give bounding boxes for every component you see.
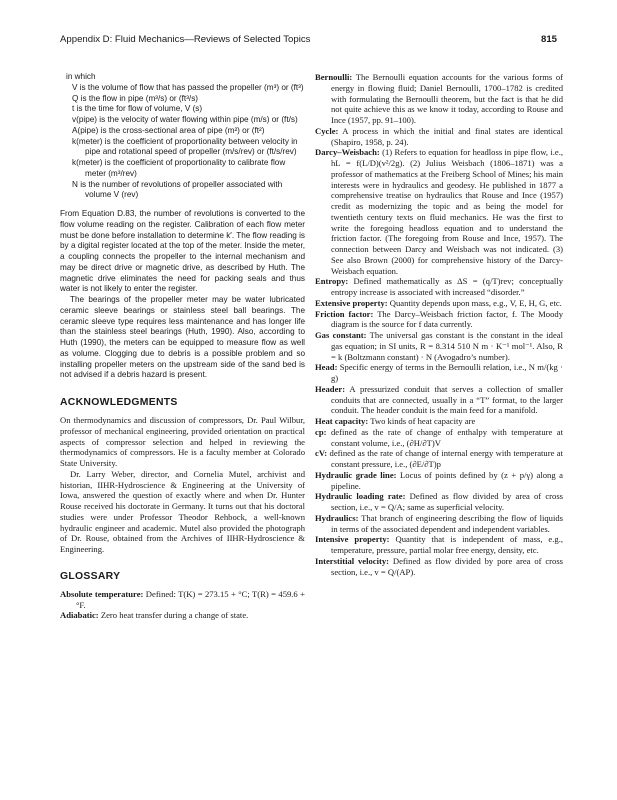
running-header: [60, 34, 557, 48]
glossary-term: Darcy–Weisbach:: [315, 147, 380, 158]
body-paragraph: On thermodynamics and discussion of compressors, Dr. Paul Wilbur, professor of mechanical engineering, provided orientation on practical aspects of compressor selection and helped in reviewing the thermodynamics of compressors. He is a faculty member at Colorado State University.: [60, 415, 305, 468]
glossary-entry: [315, 416, 563, 427]
glossary-definition: A pressurized conduit that serves a collection of smaller conduits that are connected, usually in a “T” format, to the larger conduit. The header conduit is the main feed for a manifold.: [331, 383, 564, 416]
page-number: 815: [540, 34, 557, 45]
variable-item: V is the volume of flow that has passed the propeller (m³) or (ft³): [72, 82, 304, 92]
glossary-entry: [315, 276, 563, 298]
body-paragraph: From Equation D.83, the number of revolutions is converted to the flow volume reading on the register. Calibration of each flow meter must be done before installation to determine k′. The flow reading is by a digital register located at the top of the meter. Inside the meter, a coupling connects the propeller to the internal mechanism and may be direct drive or magnetic drive, as described by Huth. The magnetic drive eliminates the need for packing seals and thus water is not likely to enter the register.: [60, 209, 305, 294]
body-paragraph: Dr. Larry Weber, director, and Cornelia Mutel, archivist and historian, IIHR-Hydroscience & Engineering at the University of Iowa, answered the question of exactly where and when Dr. Hunter Rouse received his doctorate in Germany. It turns out that his doctoral studies were under Professor Theodor Rehbock, a well-known hydraulic engineer and academic. Mutel also provided the photograph of Dr. Rouse, obtained from the Archives of IIHR-Hydroscience & Engineering.: [60, 468, 305, 554]
glossary-entry: [315, 147, 563, 276]
glossary-term: cp:: [315, 426, 327, 437]
glossary-definition: The Bernoulli equation accounts for the various forms of energy in flowing fluid; Daniel Bernoulli, 1700–1782 is credited with formulating the Bernoulli theorem, but the fact is that he did not quite achieve this as we know it today, according to Rouse and Ince (1957, pp. 91–100).: [331, 72, 563, 125]
propeller-meter-text: [60, 209, 305, 381]
glossary-entry: [315, 491, 563, 513]
running-title: Appendix D: Fluid Mechanics—Reviews of Selected Topics: [60, 34, 311, 45]
glossary-term: Intensive property:: [315, 534, 390, 545]
variable-item: v(pipe) is the velocity of water flowing within pipe (m/s) or (ft/s): [72, 115, 298, 124]
acknowledgments-heading: ACKNOWLEDGMENTS: [60, 397, 178, 408]
glossary-entry: [315, 72, 563, 126]
glossary-left: [60, 589, 305, 621]
glossary-entry: [315, 384, 563, 416]
glossary-definition: defined as the rate of change of internal energy with temperature at constant pressure, i.e., (∂E/∂T)p: [329, 448, 563, 469]
glossary-entry: [315, 298, 563, 309]
glossary-term: Heat capacity:: [315, 416, 369, 426]
glossary-entry: [315, 556, 563, 578]
glossary-definition: Quantity depends upon mass, e.g., V, E, H, G, etc.: [389, 297, 562, 308]
glossary-term: Friction factor:: [315, 308, 374, 319]
acknowledgments-text: [60, 415, 305, 555]
glossary-definition: Specific energy of terms in the Bernoulli relation, i.e., N m/(kg · g): [331, 362, 563, 383]
glossary-definition: Defined as flow divided by area of cross section, i.e., v = Q/A; same as superficial velocity.: [331, 491, 564, 512]
glossary-definition: (1) Refers to equation for headloss in pipe flow, i.e., hL = f(L/D)(v²/2g). (2) Julius Weisbach (1806–1871) was a professor of mathematics at the Freiberg School of Mines; his main interests were in hydraulics and geodesy. He published in 1877 a comprehensive treatise on hydraulics that Rouse and Ince (1957) credit as modernizing the topic and as being the model for twentieth century texts on fluid mechanics. He was the first to write the foregoing headloss equation and to understand the friction factor. (The foregoing from Rouse and Ince, 1957). The connection between Darcy and Weisbach was not indicated. (3) See also Brown (2000) for comprehensive history of the Darcy-Weisbach equation.: [331, 147, 563, 276]
glossary-term: Entropy:: [315, 276, 349, 287]
glossary-entry: [315, 470, 563, 492]
glossary-entry: [315, 309, 563, 331]
variables-intro: in which: [66, 72, 96, 81]
variable-item: k(meter) is the coefficient of proportionality to calibrate flow meter (m³/rev): [72, 158, 286, 178]
glossary-definition: The Darcy–Weisbach friction factor, f. The Moody diagram is the source for f data currently.: [331, 308, 563, 330]
glossary-term: Absolute temperature:: [60, 588, 144, 599]
variable-definitions: [60, 72, 305, 201]
glossary-definition: defined as the rate of change of enthalpy with temperature at constant volume, i.e., (∂H/∂T)V: [330, 426, 563, 448]
glossary-definition: Quantity that is independent of mass, e.g., temperature, pressure, partial molar free energy, density, etc.: [331, 534, 563, 555]
glossary-definition: Zero heat transfer during a change of state.: [100, 610, 249, 621]
glossary-term: Interstitial velocity:: [315, 555, 390, 566]
glossary-entry: [315, 362, 563, 384]
glossary-entry: [315, 513, 563, 535]
glossary-term: Gas constant:: [315, 330, 367, 340]
glossary-definition: That branch of engineering describing the flow of liquids in terms of the associated dependent and independent variables.: [331, 512, 563, 534]
glossary-definition: Locus of points defined by (z + p/γ) along a pipeline.: [331, 469, 563, 491]
glossary-entry: [60, 589, 305, 611]
glossary-definition: A process in which the initial and final states are identical (Shapiro, 1958, p. 24).: [331, 125, 563, 147]
glossary-definition: Defined: T(K) = 273.15 + °C; T(R) = 459.6 + °F.: [76, 588, 305, 610]
glossary-definition: Defined mathematically as ΔS = (q/T)rev; conceptually entropy increase is associated with increased “disorder.”: [331, 276, 563, 297]
variable-item: k(meter) is the coefficient of proportionality between velocity in pipe and rotational speed of propeller (m/s/rev) or (ft/s/rev): [72, 136, 298, 157]
glossary-term: Header:: [315, 383, 346, 394]
glossary-entry: [60, 610, 305, 621]
glossary-entry: [315, 448, 563, 470]
glossary-term: Hydraulics:: [315, 512, 359, 523]
variable-item: A(pipe) is the cross-sectional area of pipe (m²) or (ft²): [72, 125, 265, 135]
glossary-term: Adiabatic:: [60, 610, 99, 621]
glossary-term: Cycle:: [315, 125, 339, 136]
variable-item: N is the number of revolutions of propeller associated with volume V (rev): [72, 179, 283, 200]
glossary-term: Hydraulic grade line:: [315, 469, 397, 480]
glossary-definition: Defined as flow divided by pore area of cross section, i.e., v = Q/(AP).: [331, 555, 564, 577]
glossary-term: Head:: [315, 362, 338, 373]
glossary-heading: GLOSSARY: [60, 570, 121, 582]
variable-item: Q is the flow in pipe (m³/s) or (ft³/s): [72, 93, 199, 103]
glossary-term: Hydraulic loading rate:: [315, 491, 406, 502]
left-column: [60, 72, 305, 621]
glossary-entry: [315, 126, 563, 148]
glossary-definition: The universal gas constant is the constant in the ideal gas equation; in SI units, R = 8.314 510 N m · K⁻¹ mol⁻¹. Also, R = k (Boltzmann constant) · N (Avogadro’s number).: [331, 330, 563, 362]
variable-item: t is the time for flow of volume, V (s): [72, 104, 203, 114]
glossary-entry: [315, 330, 563, 362]
glossary-definition: Two kinds of heat capacity are: [370, 416, 476, 426]
glossary-term: cV:: [315, 448, 328, 459]
body-paragraph: The bearings of the propeller meter may be water lubricated ceramic sleeve bearings or stainless steel ball bearings. The ceramic sleeve type requires less maintenance and has longer life than the stainless steel bearings (Huth, 1990). Also, according to Huth (1990), the meters can be equipped to measure flow as well as volume. Clogging due to debris is a possible problem and so installing propeller meters on the upstream side of the sand bed is not advised if a debris hazard is present.: [60, 295, 305, 380]
right-column: [315, 72, 563, 577]
glossary-entry: [315, 427, 563, 449]
glossary-entry: [315, 534, 563, 556]
glossary-term: Extensive property:: [315, 297, 388, 308]
glossary-term: Bernoulli:: [315, 72, 353, 82]
